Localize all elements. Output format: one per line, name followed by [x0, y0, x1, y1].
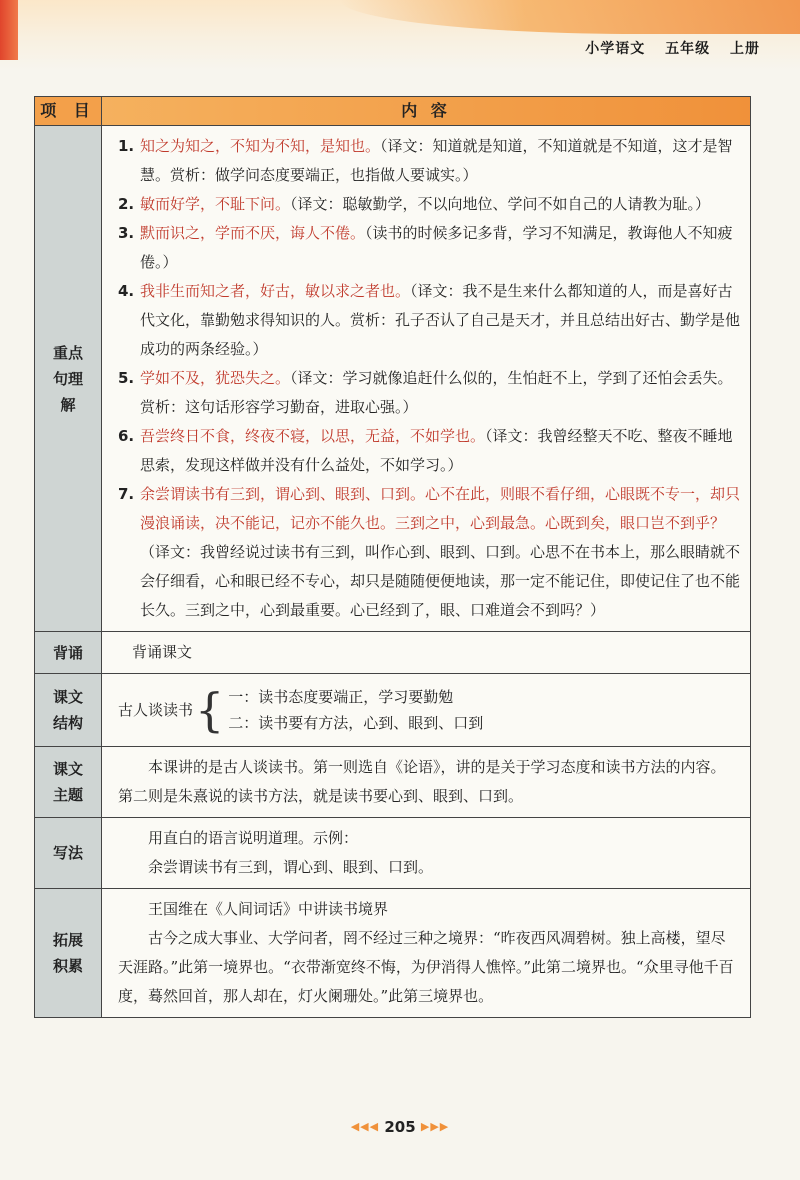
- structure-branches: [228, 684, 483, 736]
- header-content: 内 容: [102, 97, 750, 125]
- list-item: 3. 默而识之，学而不厌，诲人不倦。（读书的时候多记多背，学习不知满足，教诲他人不知疲倦。）: [118, 224, 733, 271]
- quote: 学如不及，犹恐失之。: [140, 369, 291, 387]
- extension-text: 古今之成大事业、大学问者，罔不经过三种之境界：“昨夜西风凋碧树。独上高楼，望尽天涯路。”此第一境界也。“衣带渐宽终不悔，为伊消得人憔悴。”此第二境界也。“众里寻他千百度，蓦然回首，那人却在，灯火阑珊处。”此第三境界也。: [118, 929, 734, 1005]
- recite-row: [35, 632, 750, 674]
- note: （译文：聪敏勤学，不以向地位、学问不如自己的人请教为耻。）: [290, 195, 711, 213]
- quote: 我非生而知之者，好古，敏以求之者也。: [140, 282, 411, 300]
- structure-row: [35, 674, 750, 747]
- brace-icon: {: [195, 683, 225, 737]
- note: （译文：我不是生来什么都知道的人，而是喜好古代文化，靠勤勉求得知识的人。赏析：孔子否认了自己是天才，并且总结出好古、勤学是他成功的两条经验。）: [140, 282, 741, 358]
- book-info: [571, 38, 760, 58]
- structure-label: 课文结构: [35, 674, 102, 746]
- list-item: 7. 余尝谓读书有三到，谓心到、眼到、口到。心不在此，则眼不看仔细，心眼既不专一，却只漫浪诵读，决不能记，记亦不能久也。三到之中，心到最急。心既到矣，眼口岂不到乎？（译文：我曾经说过读书有三到，叫作心到、眼到、口到。心思不在书本上，那么眼睛就不会仔细看，心和眼已经不专心，却只是随随便便地读，那一定不能记住，即使记住了也不能长久。三到之中，心到最重要。心已经到了，眼、口难道会不到吗？）: [118, 485, 741, 619]
- note: （译文：我曾经说过读书有三到，叫作心到、眼到、口到。心思不在书本上，那么眼睛就不会仔细看，心和眼已经不专心，却只是随随便便地读，那一定不能记住，即使记住了也不能长久。三到之中，心到最重要。心已经到了，眼、口难道会不到吗？）: [140, 543, 741, 619]
- decorative-red-strip: [0, 0, 18, 60]
- structure-diagram: [118, 680, 740, 740]
- writing-row: [35, 818, 750, 889]
- arrow-left-icon: ◀◀◀: [350, 1120, 380, 1133]
- list-item: 4. 我非生而知之者，好古，敏以求之者也。（译文：我不是生来什么都知道的人，而是喜好古代文化，靠勤勉求得知识的人。赏析：孔子否认了自己是天才，并且总结出好古、勤学是他成功的两条经验。）: [118, 282, 741, 358]
- structure-branch: 二：读书要有方法，心到、眼到、口到: [228, 714, 484, 732]
- quote: 知之为知之，不知为不知，是知也。: [140, 137, 381, 155]
- extension-content: [102, 889, 750, 1017]
- list-item: 5. 学如不及，犹恐失之。（译文：学习就像追赶什么似的，生怕赶不上，学到了还怕会丢失。赏析：这句话形容学习勤奋，进取心强。）: [118, 369, 733, 416]
- table-header-row: [35, 97, 750, 126]
- extension-label: 拓展积累: [35, 889, 102, 1017]
- recite-label: 背诵: [35, 632, 102, 673]
- page-footer: [0, 1118, 800, 1136]
- key-sentences-label: 重点句理解: [35, 126, 102, 631]
- structure-branch: 一：读书态度要端正，学习要勤勉: [228, 688, 454, 706]
- theme-row: [35, 747, 750, 818]
- list-item: 1. 知之为知之，不知为不知，是知也。（译文：知道就是知道，不知道就是不知道，这才是智慧。赏析：做学问态度要端正，也指做人要诚实。）: [118, 137, 733, 184]
- structure-content: [102, 674, 750, 746]
- list-item: 2. 敏而好学，不耻下问。（译文：聪敏勤学，不以向地位、学问不如自己的人请教为耻。）: [118, 195, 711, 213]
- theme-label: 课文主题: [35, 747, 102, 817]
- note: （译文：我曾经整天不吃、整夜不睡地思索，发现这样做并没有什么益处，不如学习。）: [140, 427, 733, 474]
- quote: 吾尝终日不食，终夜不寝，以思，无益，不如学也。: [140, 427, 486, 445]
- content-table: [34, 96, 751, 1018]
- extension-title: 王国维在《人间词话》中讲读书境界: [148, 900, 389, 918]
- recite-content: 背诵课文: [132, 643, 193, 661]
- volume: 上册: [730, 41, 760, 57]
- theme-content: 本课讲的是古人谈读书。第一则选自《论语》，讲的是关于学习态度和读书方法的内容。第二则是朱熹说的读书方法，就是读书要心到、眼到、口到。: [118, 758, 726, 805]
- header-item: 项 目: [35, 97, 102, 125]
- note: （读书的时候多记多背，学习不知满足，教诲他人不知疲倦。）: [140, 224, 733, 271]
- quote: 默而识之，学而不厌，诲人不倦。: [140, 224, 366, 242]
- extension-row: [35, 889, 750, 1017]
- key-sentences-row: [35, 126, 750, 632]
- note: （译文：知道就是知道，不知道就是不知道，这才是智慧。赏析：做学问态度要端正，也指做人要诚实。）: [140, 137, 733, 184]
- quote: 余尝谓读书有三到，谓心到、眼到、口到。心不在此，则眼不看仔细，心眼既不专一，却只漫浪诵读，决不能记，记亦不能久也。三到之中，心到最急。心既到矣，眼口岂不到乎？: [140, 485, 741, 532]
- grade: 五年级: [665, 41, 711, 57]
- page-number: 205: [384, 1118, 416, 1136]
- key-sentences-content: [102, 126, 750, 631]
- writing-label: 写法: [35, 818, 102, 888]
- structure-root: 古人谈读书: [118, 700, 194, 719]
- list-item: 6. 吾尝终日不食，终夜不寝，以思，无益，不如学也。（译文：我曾经整天不吃、整夜不睡地思索，发现这样做并没有什么益处，不如学习。）: [118, 427, 733, 474]
- quote: 敏而好学，不耻下问。: [140, 195, 291, 213]
- writing-content: 用直白的语言说明道理。示例： 余尝谓读书有三到，谓心到、眼到、口到。: [148, 829, 434, 876]
- arrow-right-icon: ▶▶▶: [420, 1120, 450, 1133]
- subject: 小学语文: [585, 41, 646, 57]
- note: （译文：学习就像追赶什么似的，生怕赶不上，学到了还怕会丢失。赏析：这句话形容学习勤奋，进取心强。）: [140, 369, 733, 416]
